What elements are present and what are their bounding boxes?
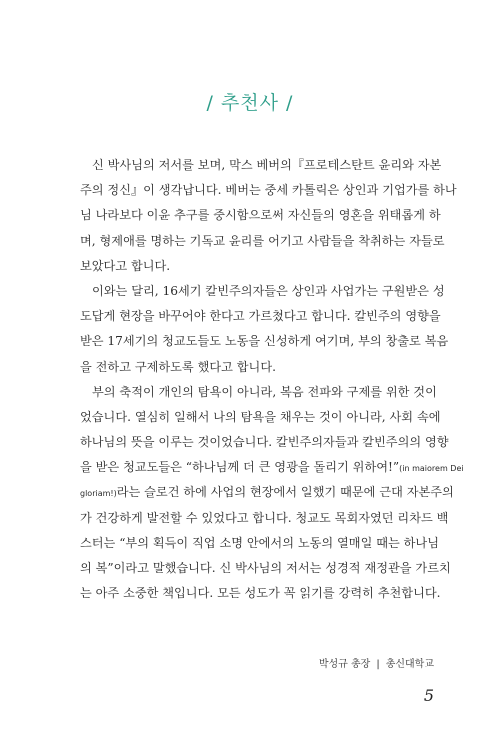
paragraph-line: 을 전하고 구제하도록 했다고 합니다. <box>80 359 276 374</box>
signer-affiliation: 총신대학교 <box>385 659 434 670</box>
paragraph-line: 가 건강하게 발전할 수 있었다고 합니다. 청교도 목회자였던 리차드 백 <box>80 510 449 525</box>
paragraph-line: 신 박사님의 저서를 보며, 막스 베버의『프로테스탄트 윤리와 자본 <box>92 158 442 172</box>
body-text <box>80 153 464 606</box>
page-number: 5 <box>423 686 434 705</box>
signature-separator: | <box>376 659 380 670</box>
paragraph-line-text: 라는 슬로건 하에 사업의 현장에서 일했기 때문에 근대 자본주의 <box>116 485 454 500</box>
signature <box>319 655 434 670</box>
page-title: / 추천사 / <box>206 92 294 114</box>
signer-name: 박성규 총장 <box>318 659 371 670</box>
paragraph-line: 부의 축적이 개인의 탐욕이 아니라, 복음 전파와 구제를 위한 것이 <box>92 384 437 399</box>
paragraph-line: 도답게 현장을 바꾸어야 한다고 가르쳤다고 합니다. 칼빈주의 영향을 <box>80 309 441 324</box>
paragraph-line-text: 을 받은 청교도들은 “하나님께 더 큰 영광을 돌리기 위하여!” <box>80 460 400 475</box>
paragraph-line: 하나님의 뜻을 이루는 것이었습니다. 칼빈주의자들과 칼빈주의의 영향 <box>80 435 449 450</box>
paragraph-line: 며, 형제애를 명하는 기독교 윤리를 어기고 사람들을 착취하는 자들로 <box>80 233 445 248</box>
paragraph-line: 는 아주 소중한 책입니다. 모든 성도가 꼭 읽기를 강력히 추천합니다. <box>80 586 441 601</box>
latin-phrase: gloriam!) <box>80 489 117 499</box>
paragraph-line: 이와는 달리, 16세기 칼빈주의자들은 상인과 사업가는 구원받은 성 <box>92 283 445 298</box>
paragraph-line: 님 나라보다 이윤 추구를 중시함으로써 자신들의 영혼을 위태롭게 하 <box>80 208 441 223</box>
paragraph-line: 스터는 “부의 획득이 직업 소명 안에서의 노동의 열매일 때는 하나님 <box>80 535 439 550</box>
paragraph-line <box>80 455 464 480</box>
paragraph-line: 의 복”이라고 말했습니다. 신 박사님의 저서는 성경적 재정관을 가르치 <box>80 561 451 575</box>
paragraph-line <box>80 480 454 505</box>
paragraph-line: 보았다고 합니다. <box>80 258 171 273</box>
paragraph-line: 받은 17세기의 청교도들도 노동을 신성하게 여기며, 부의 창출로 복음 <box>80 334 449 349</box>
paragraph-line: 었습니다. 열심히 일해서 나의 탐욕을 채우는 것이 아니라, 사회 속에 <box>80 409 441 424</box>
paragraph-line: 주의 정신』이 생각납니다. 베버는 중세 카톨릭은 상인과 기업가를 하나 <box>80 183 457 198</box>
latin-phrase: (in maiorem Dei <box>399 464 464 474</box>
